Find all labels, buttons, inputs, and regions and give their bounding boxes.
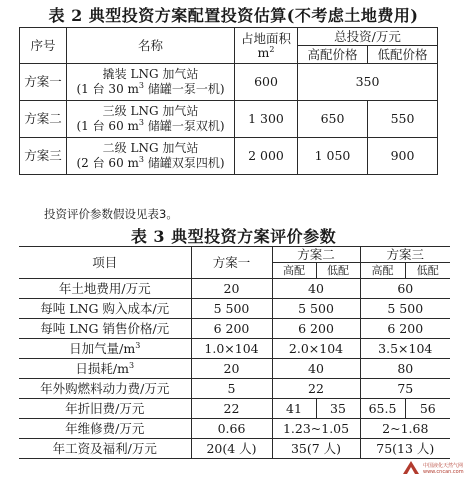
header-plan1: 方案一 (191, 247, 272, 279)
table2-header-row (20, 28, 438, 46)
table3-header-row (19, 247, 450, 263)
watermark-logo (401, 459, 465, 477)
table-row: 年折旧费/万元 22 41 35 65.5 56 (19, 399, 450, 419)
table-row: 每吨 LNG 销售价格/元 6 200 6 200 6 200 (19, 319, 450, 339)
logo-icon (401, 459, 421, 477)
header-plan3: 方案三 (360, 247, 450, 263)
header-total: 总投资/万元 (298, 28, 438, 46)
investment-estimate-table (19, 27, 438, 175)
header-area: 占地面积 $m^2$ (235, 28, 298, 64)
header-plan3-low: 低配 (405, 263, 450, 279)
header-seq: 序号 (20, 28, 67, 64)
header-high: 高配价格 (298, 46, 368, 64)
header-plan2-high: 高配 (272, 263, 316, 279)
header-name: 名称 (67, 28, 235, 64)
table-row: 每吨 LNG 购入成本/元 5 500 5 500 5 500 (19, 299, 450, 319)
table2-caption: 表 2 典型投资方案配置投资估算(不考虑土地费用) (48, 6, 419, 25)
header-low: 低配价格 (368, 46, 438, 64)
evaluation-parameters-table (19, 246, 450, 459)
table-row: 年工资及福利/万元 20(4 人) 35(7 人) 75(13 人) (19, 439, 450, 459)
table-row: 年维修费/万元 0.66 1.23~1.05 2~1.68 (19, 419, 450, 439)
logo-line2: www.cncan.com (423, 469, 464, 475)
header-item: 项目 (19, 247, 191, 279)
table-row: 方案二 三级 LNG 加气站 (1 台 60 $m^3$ 储罐一泵双机) 1 300 650 550 (20, 101, 438, 138)
logo-line1: 中国液化天然气网 (423, 463, 464, 469)
table-row: 年外购燃料动力费/万元 5 22 75 (19, 379, 450, 399)
note-text: 投资评价参数假设见表3。 (44, 207, 178, 221)
header-plan2-low: 低配 (316, 263, 360, 279)
header-plan3-high: 高配 (360, 263, 405, 279)
table-row: 日损耗$/m^3$ 20 40 80 (19, 359, 450, 379)
table-row: 方案三 二级 LNG 加气站 (2 台 60 $m^3$ 储罐双泵四机) 2 000 1 050 900 (20, 138, 438, 175)
table-row: 日加气量$/m^3$ 1.0×104 2.0×104 3.5×104 (19, 339, 450, 359)
table3-caption: 表 3 典型投资方案评价参数 (130, 227, 337, 246)
table-row: 方案一 撬装 LNG 加气站 (1 台 30 $m^3$ 储罐一泵一机) 600 350 (20, 64, 438, 101)
header-plan2: 方案二 (272, 247, 360, 263)
table-row: 年土地费用/万元 20 40 60 (19, 279, 450, 299)
